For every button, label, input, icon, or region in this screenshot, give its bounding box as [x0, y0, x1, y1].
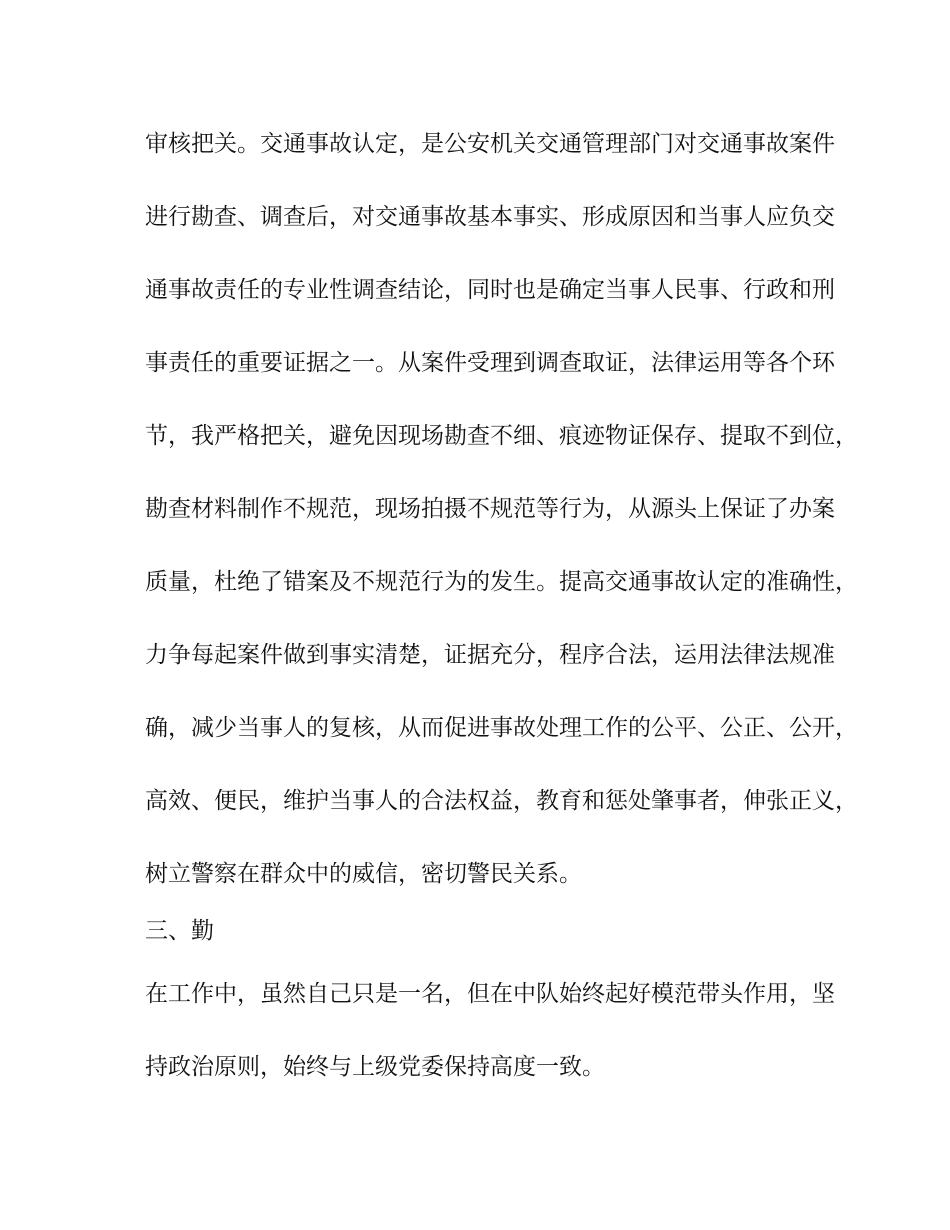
section-heading: 三、勤: [145, 918, 214, 944]
body-text-line: 树立警察在群众中的威信，密切警民关系。: [145, 861, 582, 887]
body-text-line: 事责任的重要证据之一。从案件受理到调查取证，法律运用等各个环: [145, 350, 835, 376]
body-text-line: 质量，杜绝了错案及不规范行为的发生。提高交通事故认定的准确性，: [145, 569, 858, 595]
body-text-line: 通事故责任的专业性调查结论，同时也是确定当事人民事、行政和刑: [145, 277, 835, 303]
body-text-line: 勘查材料制作不规范，现场拍摄不规范等行为，从源头上保证了办案: [145, 496, 835, 522]
body-text-line: 审核把关。交通事故认定，是公安机关交通管理部门对交通事故案件: [145, 131, 835, 157]
body-text-line: 高效、便民，维护当事人的合法权益，教育和惩处肇事者，伸张正义，: [145, 788, 858, 814]
body-text-line: 力争每起案件做到事实清楚，证据充分，程序合法，运用法律法规准: [145, 642, 835, 668]
body-text-line: 持政治原则，始终与上级党委保持高度一致。: [145, 1054, 605, 1080]
body-text-line: 确，减少当事人的复核，从而促进事故处理工作的公平、公正、公开，: [145, 715, 858, 741]
body-text-line: 节，我严格把关，避免因现场勘查不细、痕迹物证保存、提取不到位，: [145, 423, 858, 449]
body-text-line: 进行勘查、调查后，对交通事故基本事实、形成原因和当事人应负交: [145, 204, 835, 230]
body-text-line: 在工作中，虽然自己只是一名，但在中队始终起好模范带头作用，坚: [145, 981, 835, 1007]
